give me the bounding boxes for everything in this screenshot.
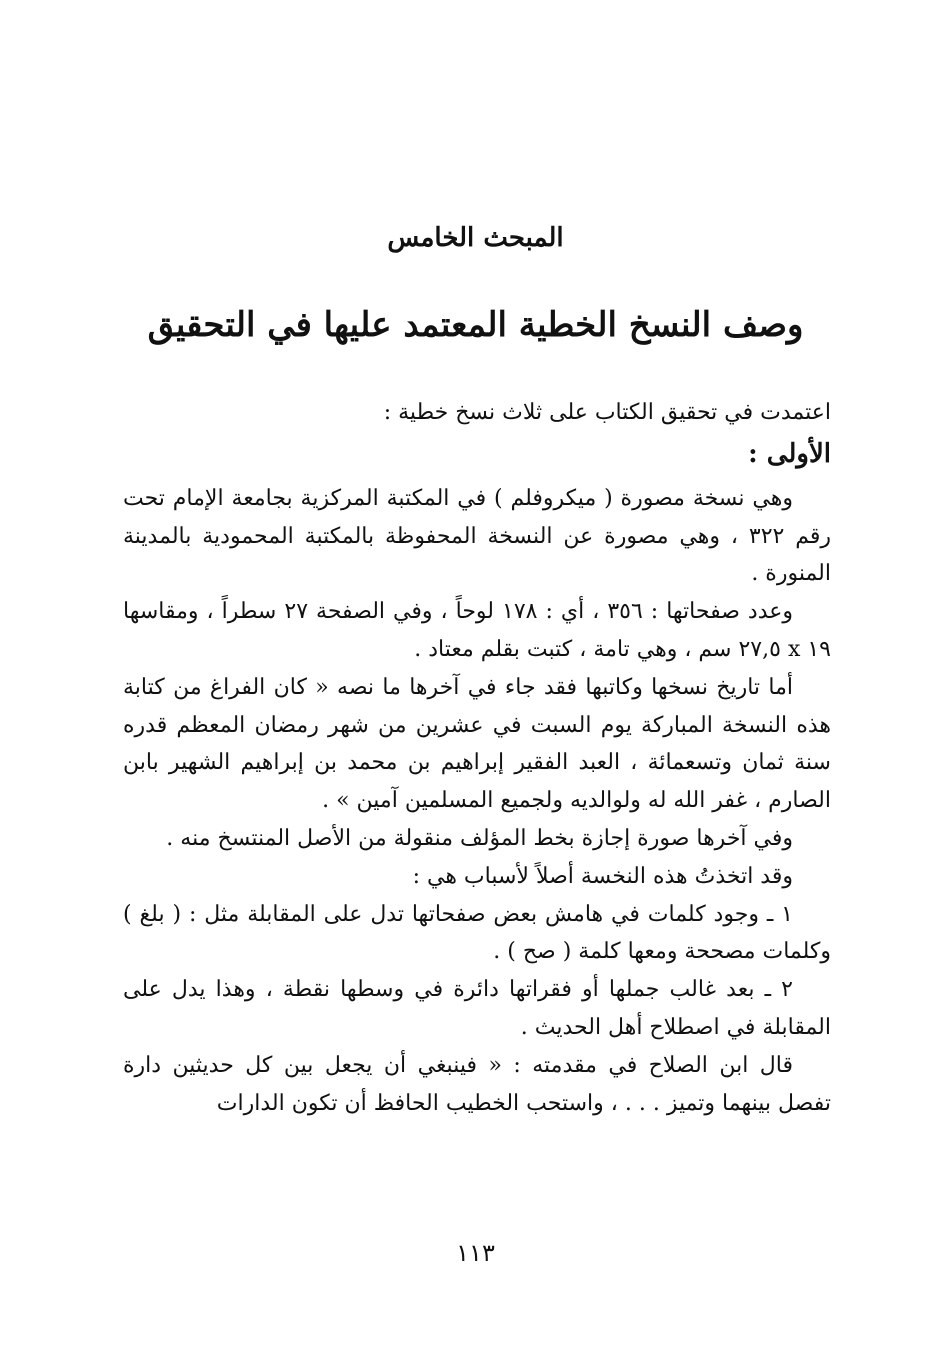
paragraph: وقد اتخذتُ هذه النخسة أصلاً لأسباب هي : [412,863,793,889]
chapter-heading: المبحث الخامس [387,223,564,253]
paragraph: قال ابن الصلاح في مقدمته : « فينبغي أن يجعل بين كل حديثين دارة تفصل بينهما وتميز . . . ، واستحب الخطيب الحافظ أن تكون الدارات [123,1052,831,1116]
paragraph: وهي نسخة مصورة ( ميكروفلم ) في المكتبة المركزية بجامعة الإمام تحت رقم ٣٢٢ ، وهي مصورة عن النسخة المحفوظة بالمكتبة المحمودية بالمدينة المنورة . [123,485,831,587]
paragraph: أما تاريخ نسخها وكاتبها فقد جاء في آخرها ما نصه « كان الفراغ من كتابة هذه النسخة المباركة يوم السبت في عشرين من شهر رمضان المعظم قدره سنة ثمان وتسعمائة ، العبد الفقير إبراهيم بن محمد بن إبراهيم الشهير بابن الصارم ، غفر الله له ولوالديه ولجميع المسلمين آمين » . [123,674,831,814]
body-text [123,394,831,1122]
list-item: ١ ـ وجود كلمات في هامش بعض صفحاتها تدل على المقابلة مثل : ( بلغ ) وكلمات مصححة ومعها كلمة ( صح ) . [123,901,831,965]
section-title: وصف النسخ الخطية المعتمد عليها في التحقيق [147,305,804,345]
intro-line: اعتمدت في تحقيق الكتاب على ثلاث نسخ خطية : [383,400,831,425]
list-item: ٢ ـ بعد غالب جملها أو فقراتها دائرة في وسطها نقطة ، وهذا يدل على المقابلة في اصطلاح أهل الحديث . [123,977,831,1040]
paragraph: وفي آخرها صورة إجازة بخط المؤلف منقولة من الأصل المنتسخ منه . [166,825,793,851]
page-number: ١١٣ [456,1239,495,1267]
first-copy-heading: الأولى : [748,438,831,469]
paragraph: وعدد صفحاتها : ٣٥٦ ، أي : ١٧٨ لوحاً ، وفي الصفحة ٢٧ سطراً ، ومقاسها ١٩ x ٢٧,٥ سم ، وهي تامة ، كتبت بقلم معتاد . [123,599,831,662]
